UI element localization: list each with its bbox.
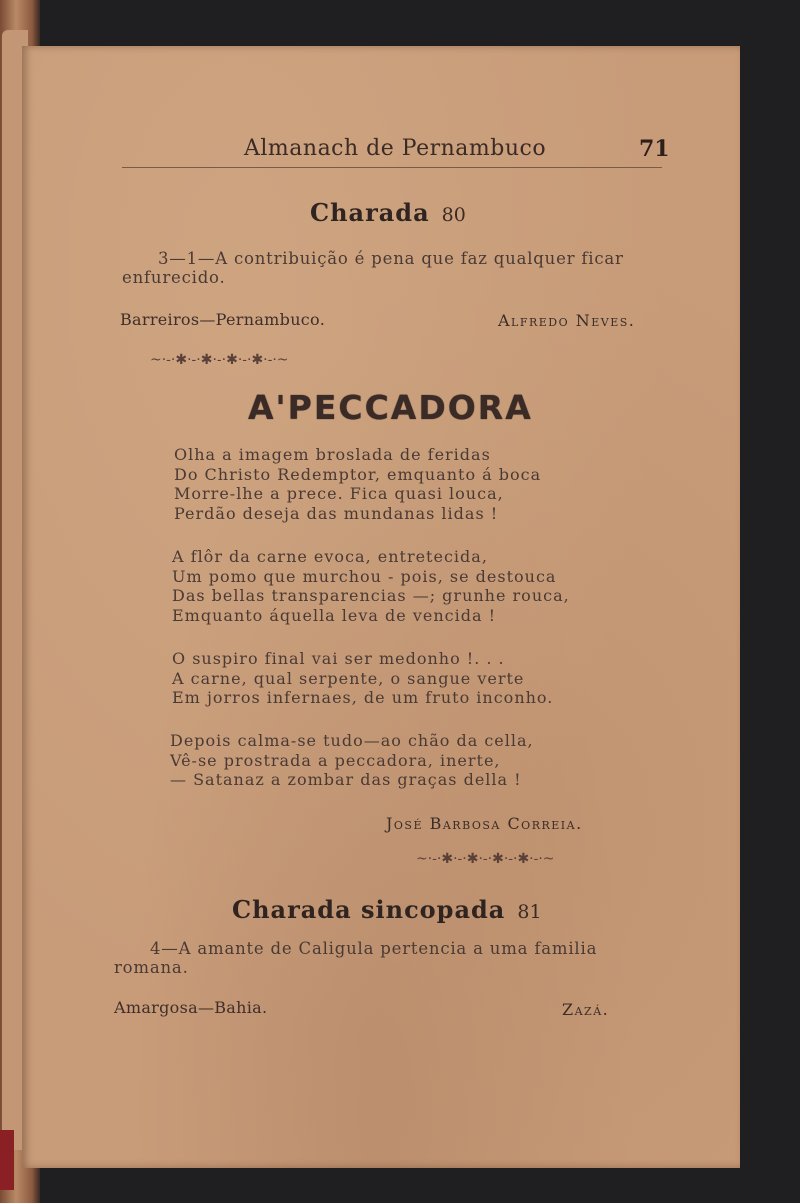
book-binding-strip	[0, 1130, 14, 1190]
ornament-divider-1: ~·-·✱·-·✱·-·✱·-·✱·-·~	[150, 352, 289, 368]
poem-stanza-2	[172, 547, 570, 625]
verse-line: Emquanto áquella leva de vencida !	[172, 605, 497, 625]
poem-title: A'PECCADORA	[248, 388, 533, 427]
charada-80-number: 80	[441, 204, 466, 226]
poem-author: José Barbosa Correia.	[386, 814, 583, 833]
page-number: 71	[639, 136, 670, 162]
charada-81-author: Zazá.	[562, 1000, 610, 1019]
verse-line: Das bellas transparencias —; grunhe rouca,	[172, 586, 570, 605]
charada-80-heading	[310, 198, 466, 227]
book-page	[22, 46, 740, 1168]
verse-line: O suspiro final vai ser medonho !. . .	[172, 649, 505, 668]
verse-line: Do Christo Redemptor, emquanto á boca	[174, 464, 542, 484]
charada-81-text-line2: romana.	[114, 958, 189, 977]
charada-81-title: Charada sincopada	[232, 895, 506, 924]
header-rule	[122, 167, 662, 168]
poem-stanza-4	[170, 731, 534, 790]
charada-80-title: Charada	[310, 198, 430, 227]
charada-80-text-line2: enfurecido.	[122, 268, 226, 287]
verse-line: Morre-lhe a prece. Fica quasi louca,	[174, 484, 504, 503]
verse-line: Vê-se prostrada a peccadora, inerte,	[170, 750, 501, 770]
verse-line: Perdão deseja das mundanas lidas !	[174, 503, 499, 523]
verse-line: Um pomo que murchou - pois, se destouca	[172, 566, 557, 586]
verse-line: A flôr da carne evoca, entretecida,	[172, 547, 488, 566]
charada-81-text-line1: 4—A amante de Caligula pertencia a uma familia	[150, 939, 598, 958]
verse-line: A carne, qual serpente, o sangue verte	[172, 668, 525, 688]
charada-81-place: Amargosa—Bahia.	[114, 998, 268, 1017]
verse-line: Depois calma-se tudo—ao chão da cella,	[170, 731, 534, 750]
charada-80-text-line1: 3—1—A contribuição é pena que faz qualquer ficar	[158, 249, 624, 268]
poem-stanza-1	[174, 445, 541, 523]
running-title: Almanach de Pernambuco	[244, 136, 547, 161]
charada-81-heading	[232, 895, 542, 924]
poem-stanza-3	[172, 649, 553, 708]
charada-80-place: Barreiros—Pernambuco.	[120, 310, 326, 329]
verse-line: Olha a imagem broslada de feridas	[174, 445, 491, 464]
charada-80-author: Alfredo Neves.	[498, 311, 636, 330]
ornament-divider-2: ~·-·✱·-·✱·-·✱·-·✱·-·~	[416, 851, 555, 867]
verse-line: — Satanaz a zombar das graças della !	[170, 770, 522, 789]
charada-81-number: 81	[517, 901, 542, 923]
verse-line: Em jorros infernaes, de um fruto inconho.	[172, 688, 554, 707]
